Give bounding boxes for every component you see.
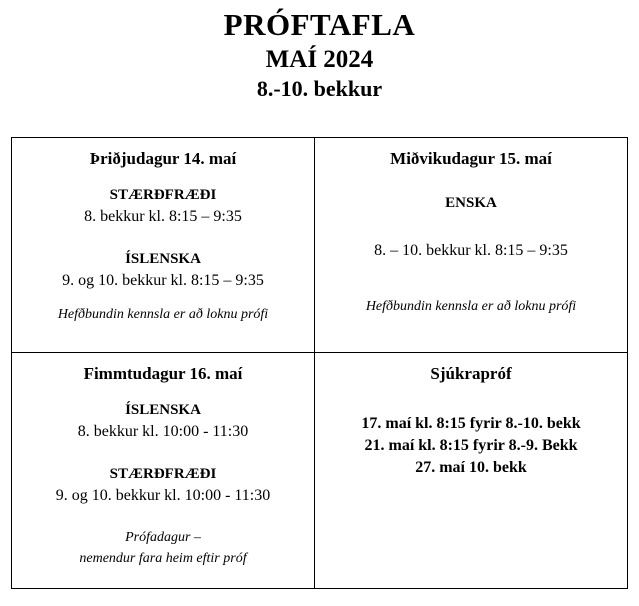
makeup-exam-line: 27. maí 10. bekk (415, 459, 527, 476)
table-row (12, 138, 628, 353)
cell-note: Hefðbundin kennsla er að loknu prófi (57, 307, 269, 322)
subject-name: ENSKA (445, 195, 497, 211)
day-header: Miðvikudagur 15. maí (390, 149, 552, 168)
cell-note-line2: nemendur fara heim eftir próf (79, 551, 247, 566)
page-title-block (0, 0, 639, 103)
spacer (325, 214, 617, 240)
subject-timing: 8. – 10. bekkur kl. 8:15 – 9:35 (374, 242, 568, 259)
spacer (325, 172, 617, 192)
spacer (22, 292, 304, 304)
makeup-exam-line: 17. maí kl. 8:15 fyrir 8.-10. bekk (361, 415, 581, 432)
subject-timing: 8. bekkur kl. 8:15 – 9:35 (84, 208, 242, 225)
subject-name: STÆRÐFRÆÐI (109, 466, 217, 482)
page-subtitle-month: MAÍ 2024 (265, 46, 374, 73)
makeup-exam-line: 21. maí kl. 8:15 fyrir 8.-9. Bekk (364, 437, 578, 454)
spacer (22, 443, 304, 463)
subject-name: ÍSLENSKA (125, 251, 201, 267)
spacer (22, 172, 304, 184)
spacer (325, 387, 617, 413)
spacer (325, 262, 617, 296)
spacer (22, 387, 304, 399)
subject-timing: 8. bekkur kl. 10:00 - 11:30 (77, 423, 249, 440)
page-subtitle-grades: 8.-10. bekkur (256, 76, 383, 101)
day-header: Fimmtudagur 16. maí (83, 364, 243, 383)
cell-note-line1: Prófadagur – (125, 530, 201, 545)
cell-note: Hefðbundin kennsla er að loknu prófi (365, 299, 577, 314)
page-title: PRÓFTAFLA (223, 7, 416, 42)
spacer (22, 507, 304, 527)
exam-schedule-table (11, 137, 628, 589)
subject-timing: 9. og 10. bekkur kl. 10:00 - 11:30 (55, 487, 271, 504)
day-header: Þriðjudagur 14. maí (89, 149, 237, 168)
day-header: Sjúkrapróf (430, 364, 512, 383)
subject-timing: 9. og 10. bekkur kl. 8:15 – 9:35 (62, 272, 264, 289)
spacer (22, 228, 304, 248)
exam-cell-sjukraprof (315, 353, 628, 589)
exam-cell-tuesday (12, 138, 315, 353)
subject-name: ÍSLENSKA (125, 402, 201, 418)
table-row (12, 353, 628, 589)
exam-cell-thursday (12, 353, 315, 589)
subject-name: STÆRÐFRÆÐI (109, 187, 217, 203)
exam-cell-wednesday (315, 138, 628, 353)
